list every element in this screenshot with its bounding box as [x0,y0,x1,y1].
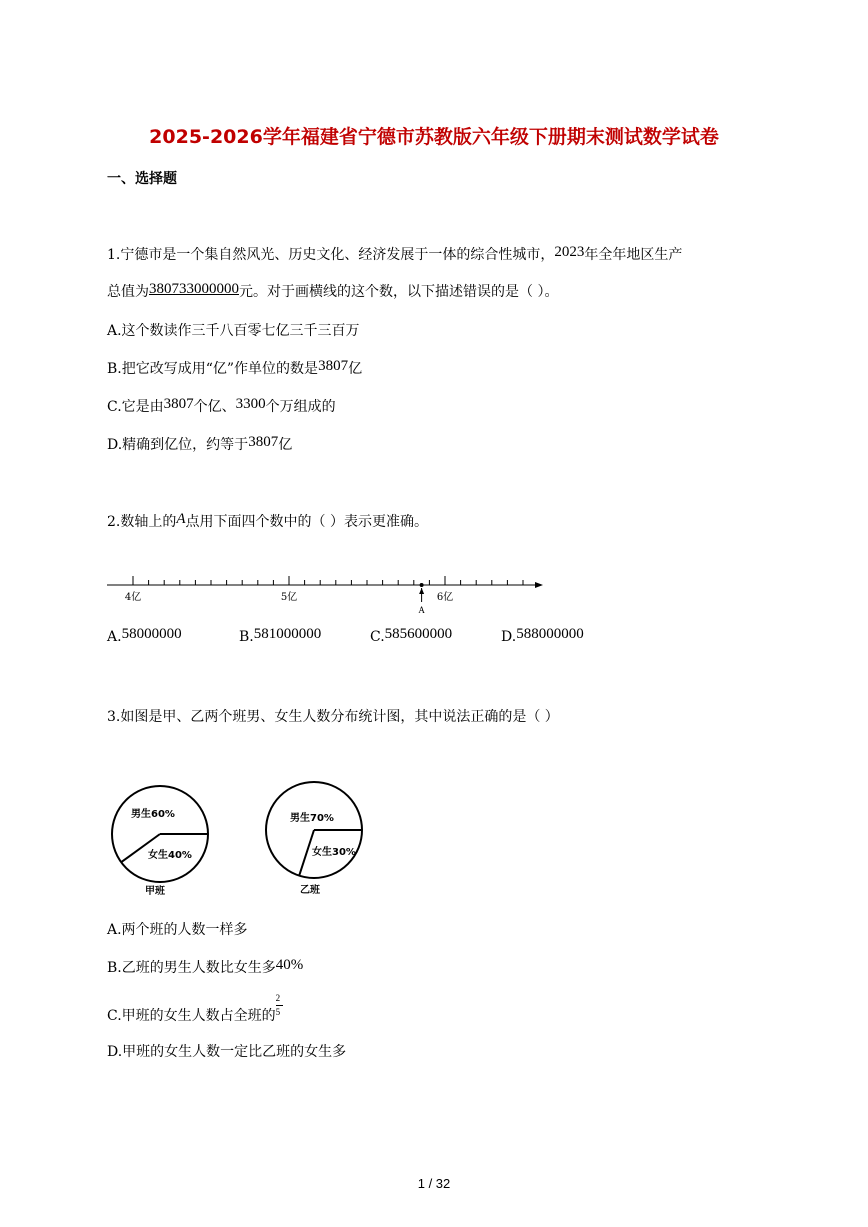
pie-chart-jia [112,786,208,897]
pie-label-boy: 男生70% [290,813,334,824]
fraction-two-fifths: $\frac{2}{5}$ [276,1007,284,1025]
pie-chart-yi [266,782,362,896]
q1-option-b[interactable]: B.把它改写成用“亿”作单位的数是3807亿 [107,358,363,377]
q2-stem: 2.数轴上的A点用下面四个数中的（ ）表示更准确。 [107,511,428,530]
q1-stem-line1: 1.宁德市是一个集自然风光、历史文化、经济发展于一体的综合性城市，2023年全年地区生产 [107,244,683,263]
pie-label-girl: 女生40% [148,850,192,861]
q1-option-a[interactable]: A.这个数读作三千八百零七亿三千三百万 [107,323,360,339]
page-number: 1 / 32 [417,1176,451,1191]
axis-arrow [535,582,543,588]
pie-name: 乙班 [300,885,320,896]
pie-name: 甲班 [145,886,165,897]
tick-label: 5亿 [280,592,298,603]
point-a-label: A [418,605,425,615]
q3-option-b[interactable]: B.乙班的男生人数比女生多40% [107,957,304,976]
page-title: 2025-2026学年福建省宁德市苏教版六年级下册期末测试数学试卷 [149,126,719,148]
q2-option-b[interactable]: B.581000000 [239,626,322,645]
q2-option-a[interactable]: A.58000000 [107,626,182,645]
q3-option-a[interactable]: A.两个班的人数一样多 [107,922,248,938]
number-line [107,576,543,615]
tick-label: 6亿 [436,592,454,603]
section-heading: 一、选择题 [107,171,177,187]
q3-option-d[interactable]: D.甲班的女生人数一定比乙班的女生多 [107,1044,347,1060]
q3-option-c[interactable]: C.甲班的女生人数占全班的 $\frac{2}{5}$ [107,1005,284,1025]
tick-label: 4亿 [124,592,142,603]
pie-label-girl: 女生30% [312,847,356,858]
point-a-arrowhead [419,588,424,594]
q2-option-c[interactable]: C.585600000 [370,626,453,645]
q1-option-c[interactable]: C.它是由3807个亿、3300个万组成的 [107,396,336,415]
q2-option-d[interactable]: D.588000000 [501,626,584,645]
q1-option-d[interactable]: D.精确到亿位，约等于3807亿 [107,434,293,453]
point-a-dot [420,583,424,587]
pie-label-boy: 男生60% [131,809,175,820]
q1-stem-line2: 总值为380733000000元。对于画横线的这个数，以下描述错误的是（ ）。 [107,281,559,300]
q3-stem: 3.如图是甲、乙两个班男、女生人数分布统计图，其中说法正确的是（ ） [107,709,559,725]
